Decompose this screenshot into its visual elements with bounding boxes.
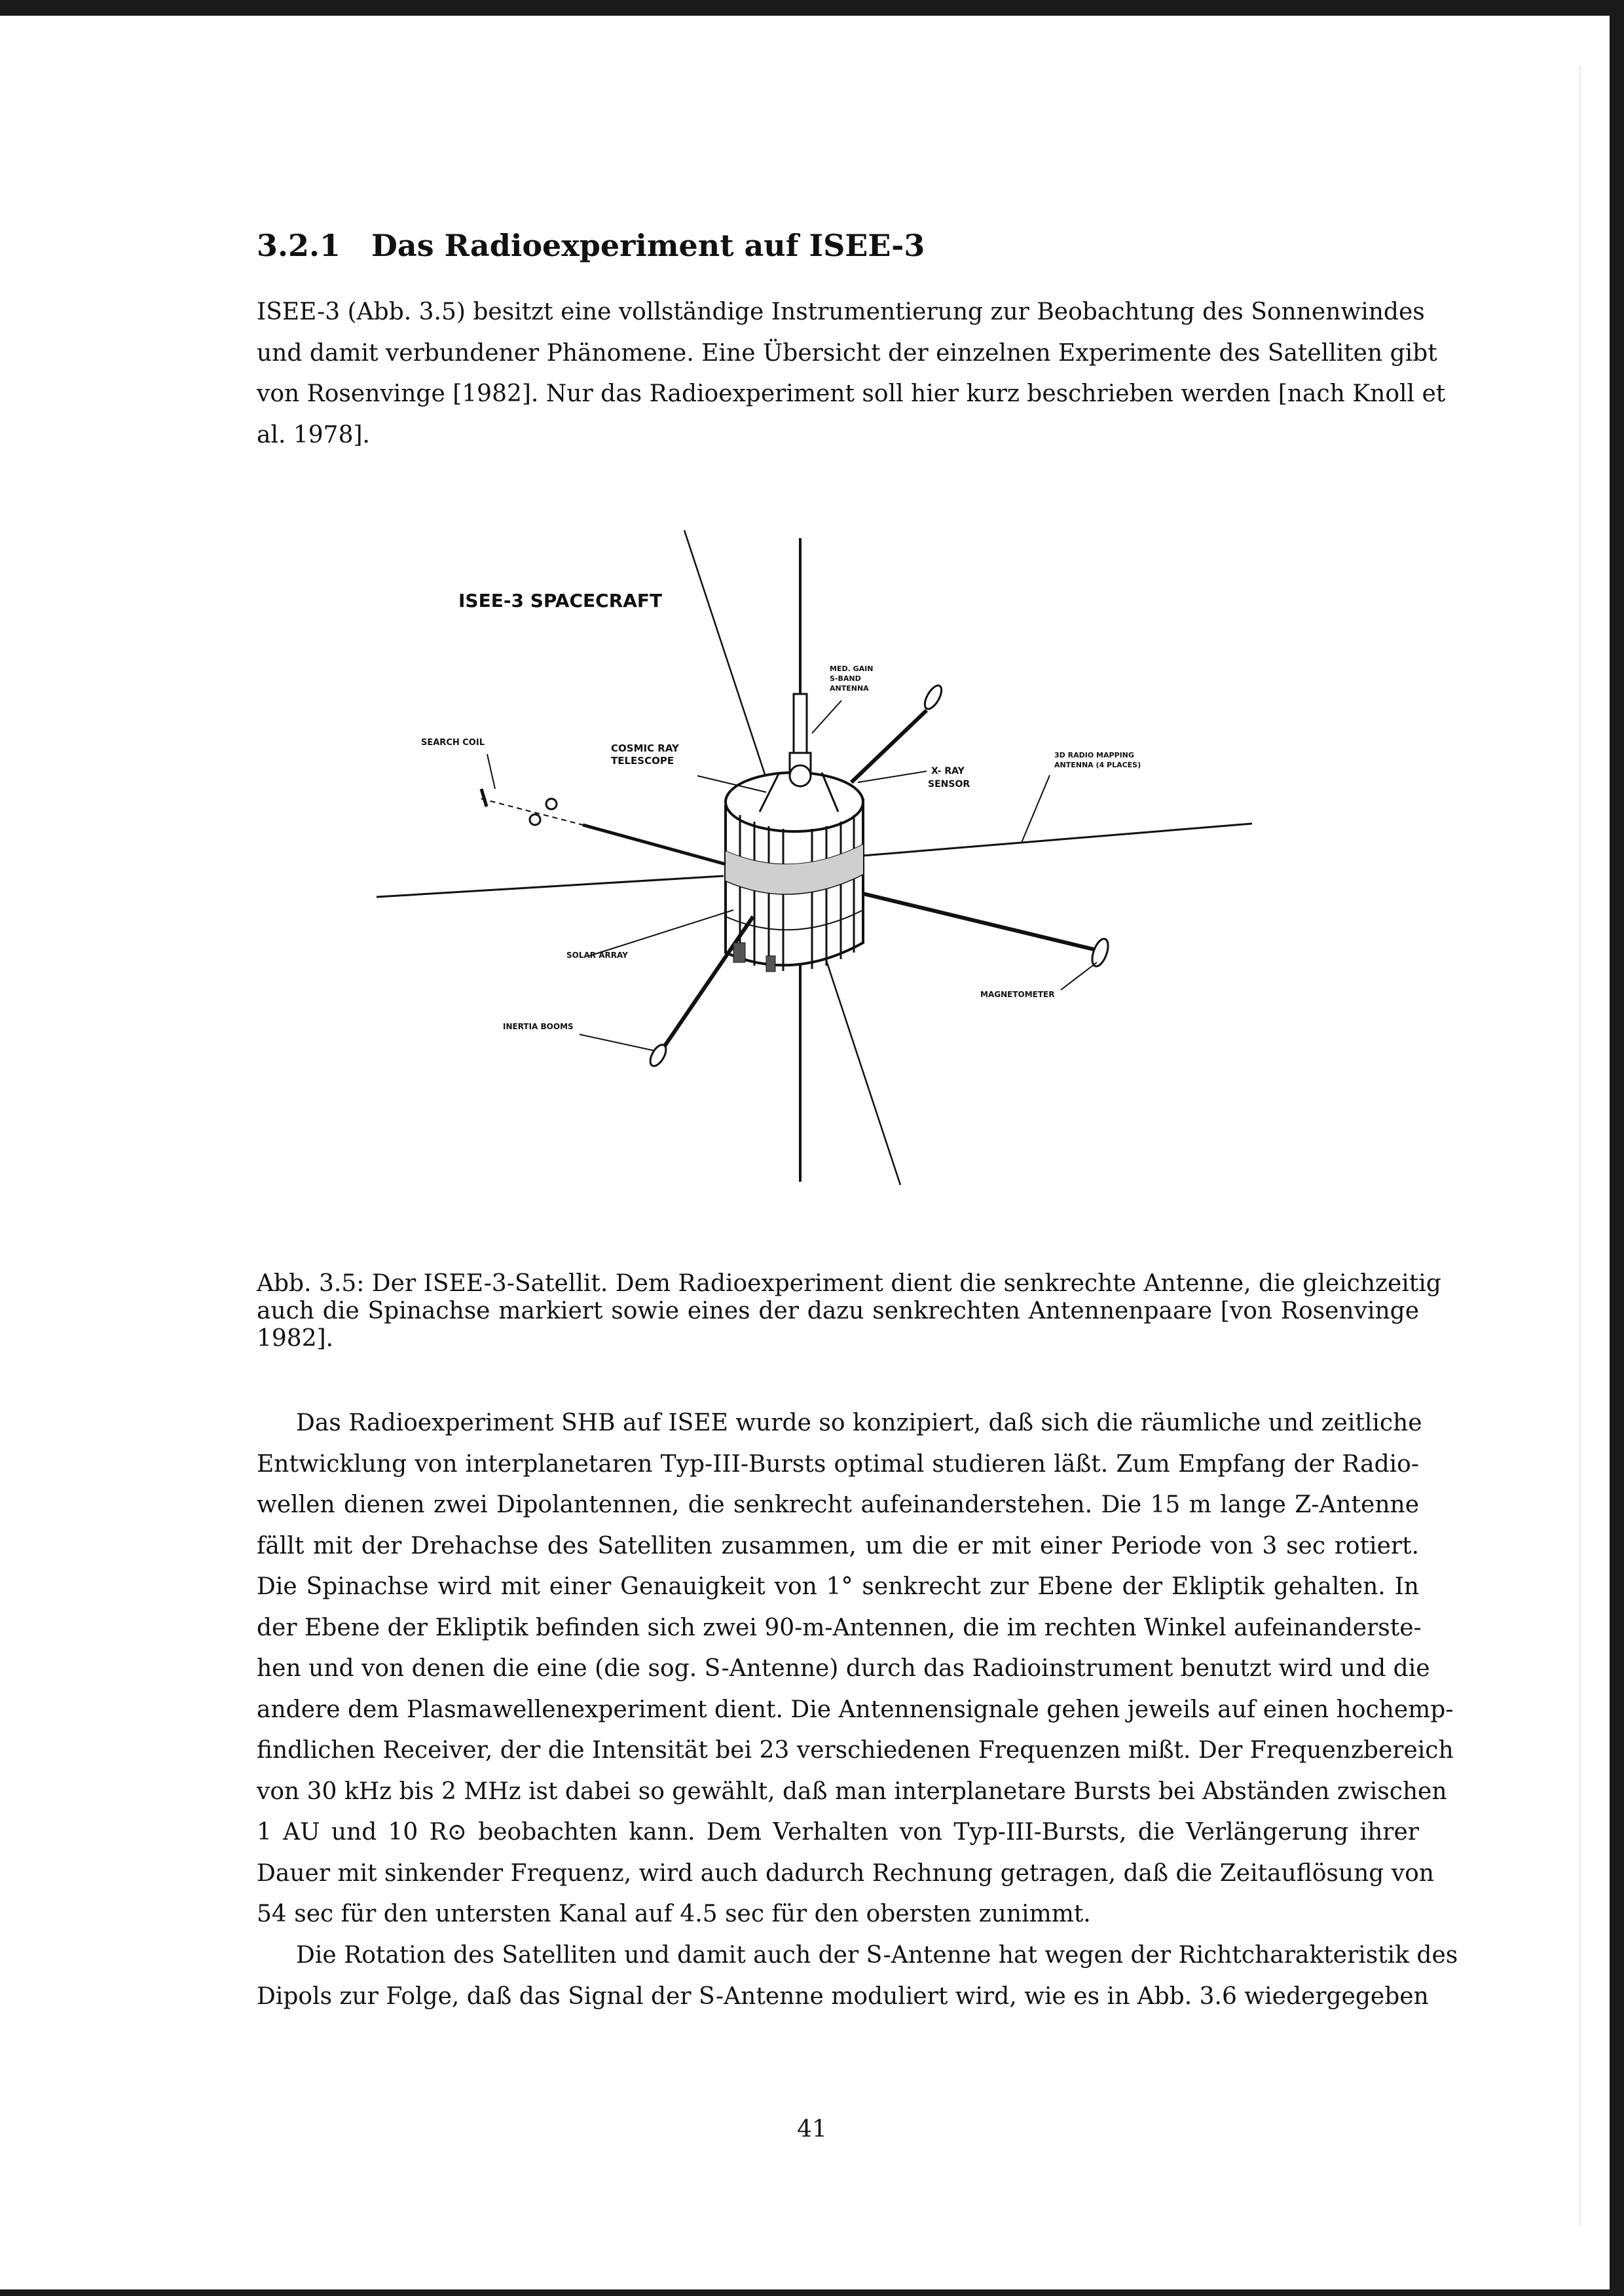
section-title: Das Radioexperiment auf ISEE-3 bbox=[371, 228, 925, 263]
intro-paragraph bbox=[257, 292, 1446, 456]
spacecraft-drawing bbox=[367, 524, 1257, 1192]
label-radio-mapping: 3D RADIO MAPPING bbox=[1054, 751, 1134, 759]
body-paragraph-1 bbox=[257, 1403, 1454, 1935]
body-line: Entwicklung von interplanetaren Typ-III-Bursts optimal studieren läßt. Zum Empfang der Radio- bbox=[257, 1450, 1419, 1478]
body-line: andere dem Plasmawellenexperiment dient. Die Antennensignale gehen jeweils auf einen hochemp- bbox=[257, 1696, 1454, 1723]
intro-line: ISEE-3 (Abb. 3.5) besitzt eine vollständige Instrumentierung zur Beobachtung des Sonnenwindes bbox=[257, 299, 1425, 325]
scan-border-right bbox=[1610, 0, 1624, 2296]
label-x-ray: X- RAY bbox=[931, 766, 965, 776]
label-solar-array: SOLAR ARRAY bbox=[566, 951, 628, 960]
label-med-gain: MED. GAIN bbox=[830, 665, 874, 673]
scan-border-bottom bbox=[0, 2289, 1624, 2296]
body-line: von 30 kHz bis 2 MHz ist dabei so gewählt, daß man interplanetare Bursts bei Abständen zwischen bbox=[257, 1777, 1447, 1805]
body-line: 54 sec für den untersten Kanal auf 4.5 sec für den obersten zunimmt. bbox=[257, 1901, 1091, 1927]
body-line: findlichen Receiver, der die Intensität bei 23 verschiedenen Frequenzen mißt. Der Frequenzbereich bbox=[257, 1737, 1454, 1764]
body-paragraph-2 bbox=[257, 1935, 1458, 2017]
body-line: 1 AU und 10 R⊙ beobachten kann. Dem Verhalten von Typ-III-Bursts, die Verlängerung ihrer bbox=[257, 1819, 1419, 1846]
label-x-ray-sensor: SENSOR bbox=[928, 779, 970, 790]
label-magnetometer: MAGNETOMETER bbox=[980, 990, 1055, 999]
label-inertia-booms: INERTIA BOOMS bbox=[503, 1022, 574, 1031]
caption-line: 1982]. bbox=[257, 1325, 334, 1352]
intro-line: von Rosenvinge [1982]. Nur das Radioexperiment soll hier kurz beschrieben werden [nach Knoll et bbox=[257, 380, 1446, 407]
caption-line: Abb. 3.5: Der ISEE-3-Satellit. Dem Radioexperiment dient die senkrechte Antenne, die gleichzeitig bbox=[257, 1270, 1441, 1297]
caption-line: auch die Spinachse markiert sowie eines der dazu senkrechten Antennenpaare [von Rosenvinge bbox=[257, 1298, 1419, 1324]
label-antenna: ANTENNA bbox=[830, 684, 869, 693]
label-s-band: S-BAND bbox=[830, 674, 861, 683]
figure-caption bbox=[257, 1270, 1441, 1353]
body-line: hen und von denen die eine (die sog. S-Antenne) durch das Radioinstrument benutzt wird und die bbox=[257, 1655, 1430, 1682]
body-line: Die Spinachse wird mit einer Genauigkeit von 1° senkrecht zur Ebene der Ekliptik gehalten. In bbox=[257, 1573, 1419, 1600]
section-number: 3.2.1 bbox=[257, 228, 341, 263]
scan-border-top bbox=[0, 0, 1624, 16]
page-number: 41 bbox=[797, 2116, 827, 2143]
spacecraft-figure bbox=[367, 524, 1257, 1192]
body-line: Die Rotation des Satelliten und damit auch der S-Antenne hat wegen der Richtcharakteristik des bbox=[296, 1942, 1458, 1969]
body-line: Das Radioexperiment SHB auf ISEE wurde so konzipiert, daß sich die räumliche und zeitliche bbox=[296, 1410, 1422, 1436]
page-edge-shadow bbox=[1579, 65, 1581, 2226]
label-cosmic-ray-telescope: TELESCOPE bbox=[611, 755, 674, 767]
label-cosmic-ray: COSMIC RAY bbox=[611, 742, 679, 754]
figure-title: ISEE-3 SPACECRAFT bbox=[458, 590, 663, 611]
intro-line: und damit verbundener Phänomene. Eine Übersicht der einzelnen Experimente des Satelliten gibt bbox=[257, 339, 1437, 367]
body-line: der Ebene der Ekliptik befinden sich zwei 90-m-Antennen, die im rechten Winkel aufeinanderste- bbox=[257, 1614, 1422, 1641]
label-radio-antenna: ANTENNA (4 PLACES) bbox=[1054, 761, 1141, 769]
body-line: fällt mit der Drehachse des Satelliten zusammen, um die er mit einer Periode von 3 sec rotiert. bbox=[257, 1532, 1419, 1559]
body-line: Dauer mit sinkender Frequenz, wird auch dadurch Rechnung getragen, daß die Zeitauflösung von bbox=[257, 1859, 1434, 1887]
body-line: Dipols zur Folge, daß das Signal der S-Antenne moduliert wird, wie es in Abb. 3.6 wiedergegeben bbox=[257, 1982, 1429, 2010]
body-line: wellen dienen zwei Dipolantennen, die senkrecht aufeinanderstehen. Die 15 m lange Z-Antenne bbox=[257, 1491, 1419, 1518]
section-heading bbox=[257, 228, 925, 263]
label-search-coil: SEARCH COIL bbox=[421, 738, 485, 748]
intro-line: al. 1978]. bbox=[257, 421, 370, 448]
